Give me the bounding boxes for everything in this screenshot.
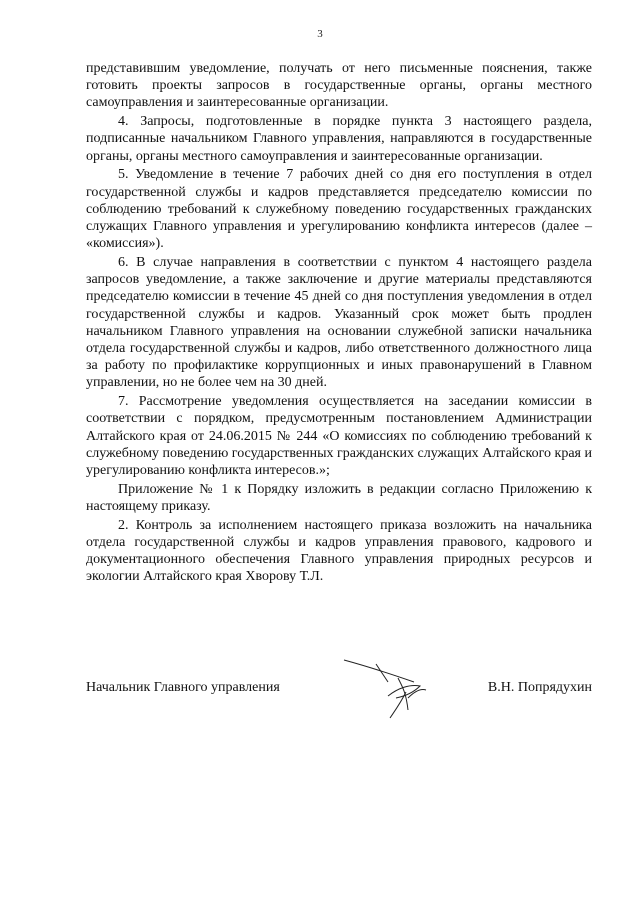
page-number: 3 <box>317 28 323 40</box>
paragraph-continuation: представившим уведомление, получать от него письменные пояснения, также готовить проекты запросов в государственные органы, органы местного самоуправления и заинтересованные организации. <box>86 61 592 111</box>
paragraph-appendix-note: Приложение № 1 к Порядку изложить в редакции согласно Приложению к настоящему приказу. <box>86 481 592 515</box>
document-body <box>86 60 592 586</box>
signature-block <box>86 680 592 720</box>
paragraph-item-7: 7. Рассмотрение уведомления осуществляется на заседании комиссии в соответствии с порядком, предусмотренным постановлением Администрации Алтайского края от 24.06.2015 № 244 «О комиссиях по соблюдению требований к служебному поведению государственных гражданских служащих Алтайского края и урегулированию конфликта интересов.»; <box>86 394 592 479</box>
paragraph-item-6: 6. В случае направления в соответствии с пунктом 4 настоящего раздела запросов уведомление, а также заключение и другие материалы представляются председателю комиссии в течение 45 дней со дня поступления уведомления в отдел государственной службы и кадров. Указанный срок может быть продлен начальником Главного управления на основании служебной записки начальника отдела государственной службы и кадров, либо ответственного должностного лица за работу по профилактике коррупционных и иных правонарушений в Главном управлении, но не более чем на 30 дней. <box>86 255 592 391</box>
handwritten-signature <box>336 652 446 722</box>
signatory-title: Начальник Главного управления <box>86 680 280 695</box>
paragraph-control-clause: 2. Контроль за исполнением настоящего приказа возложить на начальника отдела государственной службы и кадров управления правового, кадрового и документационного обеспечения Главного управления природных ресурсов и экологии Алтайского края Хворову Т.Л. <box>86 517 592 585</box>
signatory-name: В.Н. Попрядухин <box>487 680 592 695</box>
paragraph-item-4: 4. Запросы, подготовленные в порядке пункта 3 настоящего раздела, подписанные начальником Главного управления, направляются в государственные органы, органы местного самоуправления и заинтересованные организации. <box>86 114 592 164</box>
paragraph-item-5: 5. Уведомление в течение 7 рабочих дней со дня его поступления в отдел государственной службы и кадров представляется председателю комиссии по соблюдению требований к служебному поведению государственных гражданских служащих Главного управления и урегулированию конфликта интересов (далее – «комиссия»). <box>86 167 592 252</box>
